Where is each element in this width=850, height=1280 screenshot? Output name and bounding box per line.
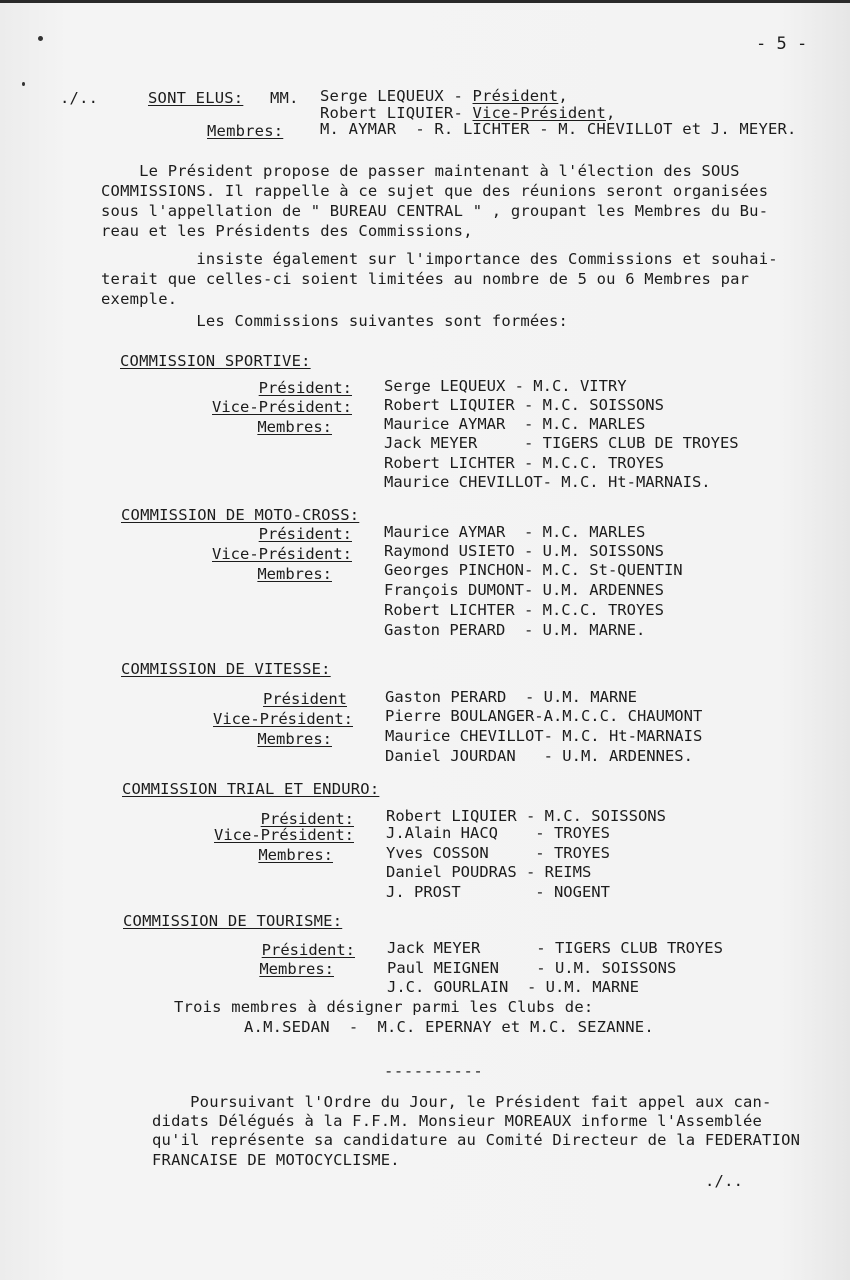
tourisme-note-line: A.M.SEDAN - M.C. EPERNAY et M.C. SEZANNE. xyxy=(244,1018,654,1036)
member-row: Georges PINCHON- M.C. St-QUENTIN xyxy=(384,561,683,579)
page-number: - 5 - xyxy=(756,34,808,54)
member-row: Serge LEQUEUX - M.C. VITRY xyxy=(384,377,627,395)
role-label: Président: xyxy=(261,941,355,959)
member-row: J. PROST - NOGENT xyxy=(386,883,610,901)
role-label: Vice-Président: xyxy=(212,398,352,416)
elus-line1 xyxy=(320,87,568,105)
role-label: Vice-Président: xyxy=(212,545,352,563)
paragraph-2-line: exemple. xyxy=(101,290,178,308)
member-row: Maurice AYMAR - M.C. MARLES xyxy=(384,523,646,541)
paragraph-2-line: terait que celles-ci soient limitées au nombre de 5 ou 6 Membres par xyxy=(101,270,750,288)
member-row: Robert LICHTER - M.C.C. TROYES xyxy=(384,454,664,472)
member-row: Pierre BOULANGER-A.M.C.C. CHAUMONT xyxy=(385,707,703,725)
elus-line2-name: Robert LIQUIER- xyxy=(320,104,463,122)
punch-mark xyxy=(38,36,43,41)
elus-line1-name: Serge LEQUEUX - xyxy=(320,87,463,105)
role-label: Membres: xyxy=(258,846,333,864)
role-label: Président: xyxy=(258,379,352,397)
elus-membres-label: Membres: xyxy=(207,122,284,140)
commission-title-tourisme: COMMISSION DE TOURISME: xyxy=(123,912,343,930)
member-row: Daniel JOURDAN - U.M. ARDENNES. xyxy=(385,747,693,765)
continuation-mark-bottom: ./.. xyxy=(705,1172,744,1190)
elus-line1-end: , xyxy=(558,87,568,105)
paragraph-4-line: didats Délégués à la F.F.M. Monsieur MOREAUX informe l'Assemblée xyxy=(152,1112,763,1130)
continuation-mark-top: ./.. xyxy=(60,89,99,107)
separator-line: ---------- xyxy=(384,1062,484,1080)
page-top-edge xyxy=(0,0,850,3)
member-row: Daniel POUDRAS - REIMS xyxy=(386,863,592,881)
member-row: Paul MEIGNEN - U.M. SOISSONS xyxy=(387,959,677,977)
paragraph-1-line: Le Président propose de passer maintenant à l'élection des SOUS xyxy=(101,162,740,180)
member-row: Gaston PERARD - U.M. MARNE. xyxy=(384,621,646,639)
paragraph-3: Les Commissions suivantes sont formées: xyxy=(101,312,569,330)
paragraph-2-line: insiste également sur l'importance des Commissions et souhai- xyxy=(101,250,778,268)
paragraph-1-line: reau et les Présidents des Commissions, xyxy=(101,222,473,240)
role-label: Président: xyxy=(258,525,352,543)
member-row: Maurice CHEVILLOT- M.C. Ht-MARNAIS xyxy=(385,727,703,745)
member-row: Robert LIQUIER - M.C. SOISSONS xyxy=(384,396,664,414)
commission-title-vitesse: COMMISSION DE VITESSE: xyxy=(121,660,331,678)
role-label: Vice-Président: xyxy=(213,710,353,728)
member-row: Raymond USIETO - U.M. SOISSONS xyxy=(384,542,664,560)
member-row: Jack MEYER - TIGERS CLUB DE TROYES xyxy=(384,434,739,452)
member-row: Robert LIQUIER - M.C. SOISSONS xyxy=(386,807,666,825)
role-label: Vice-Président: xyxy=(214,826,354,844)
commission-title-trial-enduro: COMMISSION TRIAL ET ENDURO: xyxy=(122,780,380,798)
tourisme-note-line: Trois membres à désigner parmi les Clubs de: xyxy=(174,998,594,1016)
member-row: Robert LICHTER - M.C.C. TROYES xyxy=(384,601,664,619)
role-label: Membres: xyxy=(257,730,332,748)
role-label: Membres: xyxy=(257,565,332,583)
member-row: Maurice CHEVILLOT- M.C. Ht-MARNAIS. xyxy=(384,473,711,491)
paragraph-4-line: FRANCAISE DE MOTOCYCLISME. xyxy=(152,1151,400,1169)
elus-label: SONT ELUS: xyxy=(148,89,244,107)
paragraph-4-line: Poursuivant l'Ordre du Jour, le Président fait appel aux can- xyxy=(152,1093,772,1111)
role-label: Président xyxy=(263,690,347,708)
paragraph-1-line: sous l'appellation de " BUREAU CENTRAL " , groupant les Membres du Bu- xyxy=(101,202,769,220)
member-row: J.C. GOURLAIN - U.M. MARNE xyxy=(387,978,639,996)
role-label: Membres: xyxy=(259,960,334,978)
commission-title-moto-cross: COMMISSION DE MOTO-CROSS: xyxy=(121,506,360,524)
paragraph-1-line: COMMISSIONS. Il rappelle à ce sujet que des réunions seront organisées xyxy=(101,182,769,200)
elus-line2-end: , xyxy=(605,104,616,122)
member-row: J.Alain HACQ - TROYES xyxy=(386,824,610,842)
elus-line2-role: Vice-Président xyxy=(472,104,606,122)
role-label: Membres: xyxy=(257,418,332,436)
member-row: Yves COSSON - TROYES xyxy=(386,844,610,862)
paragraph-4-line: qu'il représente sa candidature au Comité Directeur de la FEDERATION xyxy=(152,1131,801,1149)
punch-mark xyxy=(22,82,25,86)
commission-title-sportive: COMMISSION SPORTIVE: xyxy=(120,352,311,370)
member-row: Jack MEYER - TIGERS CLUB TROYES xyxy=(387,939,723,957)
member-row: François DUMONT- U.M. ARDENNES xyxy=(384,581,664,599)
elus-membres: M. AYMAR - R. LICHTER - M. CHEVILLOT et J. MEYER. xyxy=(320,120,797,138)
elus-mm: MM. xyxy=(270,89,299,107)
member-row: Maurice AYMAR - M.C. MARLES xyxy=(384,415,646,433)
elus-line1-role: Président xyxy=(472,87,559,105)
member-row: Gaston PERARD - U.M. MARNE xyxy=(385,688,637,706)
role-label: Président: xyxy=(260,810,354,828)
